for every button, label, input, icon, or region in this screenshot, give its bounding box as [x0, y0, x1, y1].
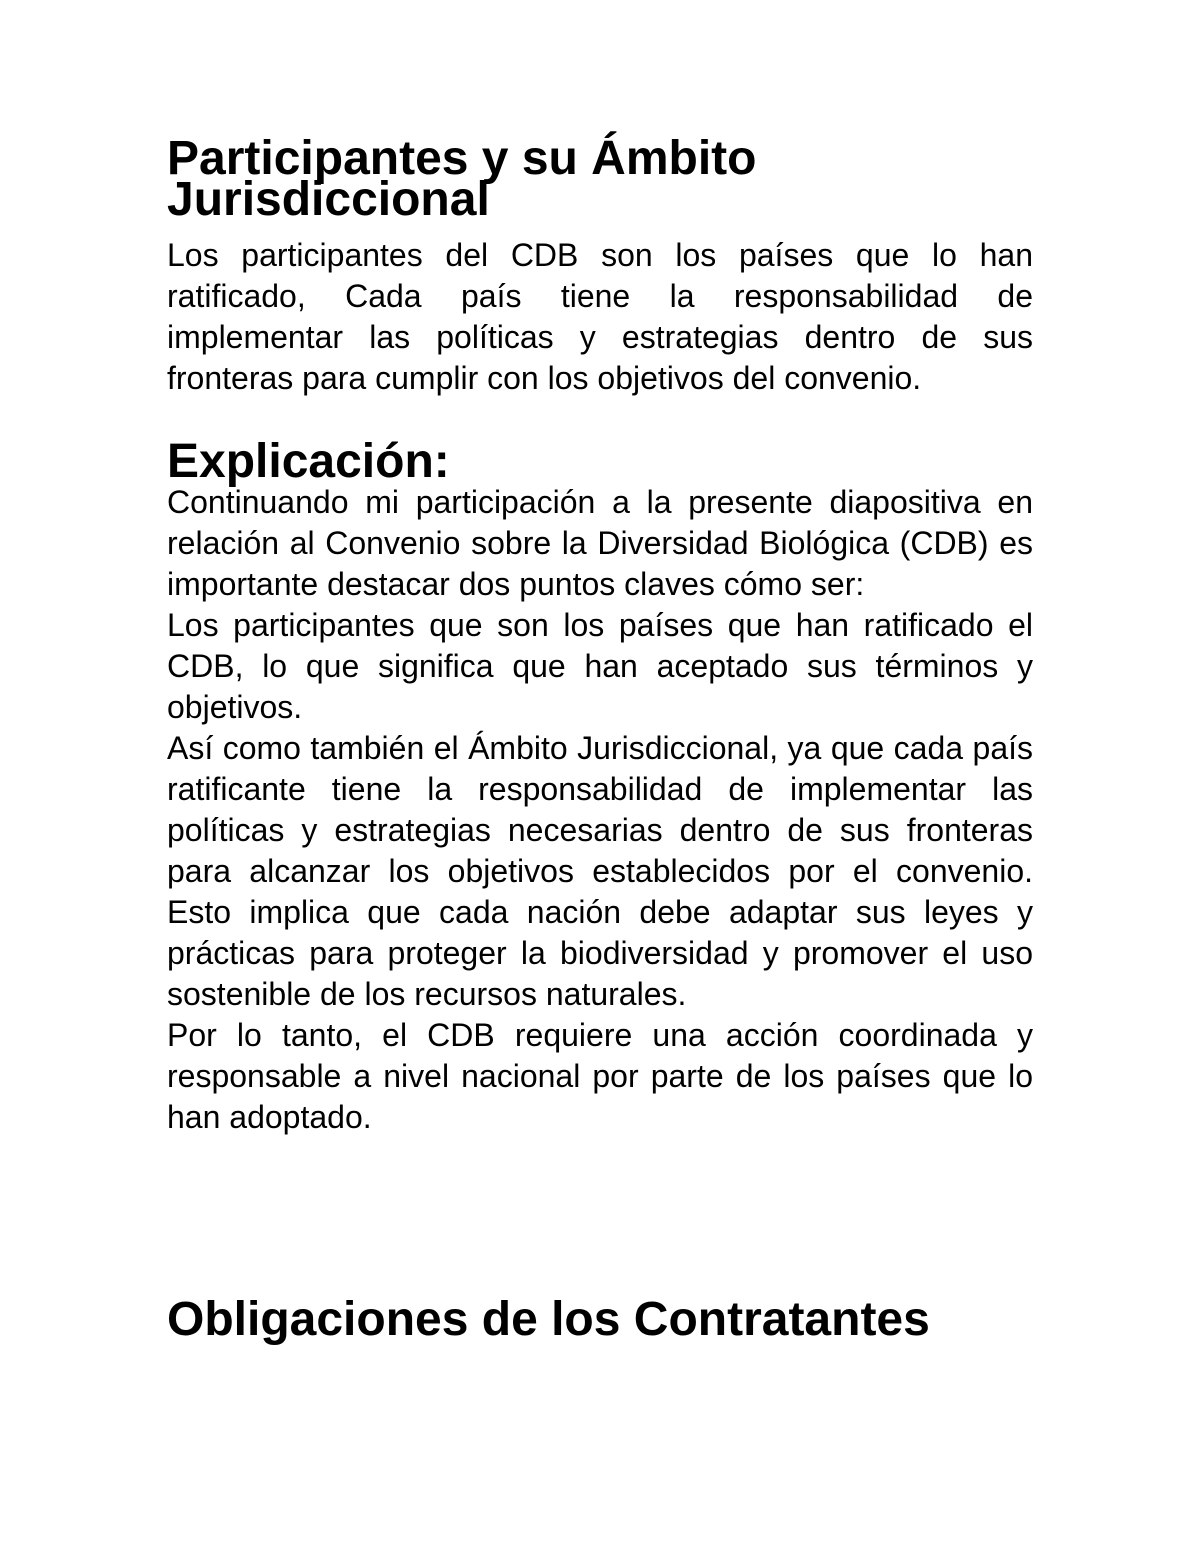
paragraph-explicacion-2: Los participantes que son los países que han ratificado el CDB, lo que significa que han aceptado sus términos y objetivos. [167, 607, 1033, 725]
paragraph-participantes: Los participantes del CDB son los países que lo han ratificado, Cada país tiene la responsabilidad de implementar las políticas y estrategias dentro de sus fronteras para cumplir con los objetivos del convenio. [167, 237, 1033, 396]
section-heading-participantes: Participantes y su Ámbito Jurisdiccional [167, 132, 757, 226]
paragraph-explicacion-3: Así como también el Ámbito Jurisdiccional, ya que cada país ratificante tiene la responsabilidad de implementar las políticas y estrategias necesarias dentro de sus fronteras para alcanzar los objetivos establecidos por el convenio. Esto implica que cada nación debe adaptar sus leyes y prácticas para proteger la biodiversidad y promover el uso sostenible de los recursos naturales. [167, 730, 1033, 1012]
paragraph-explicacion-4: Por lo tanto, el CDB requiere una acción coordinada y responsable a nivel nacional por parte de los países que lo han adoptado. [167, 1017, 1033, 1135]
paragraph-explicacion-1: Continuando mi participación a la presente diapositiva en relación al Convenio sobre la Diversidad Biológica (CDB) es importante destacar dos puntos claves cómo ser: [167, 484, 1033, 602]
section-heading-explicacion: Explicación: [167, 435, 450, 488]
section-heading-obligaciones: Obligaciones de los Contratantes [167, 1293, 930, 1346]
document-page [167, 132, 1033, 1346]
